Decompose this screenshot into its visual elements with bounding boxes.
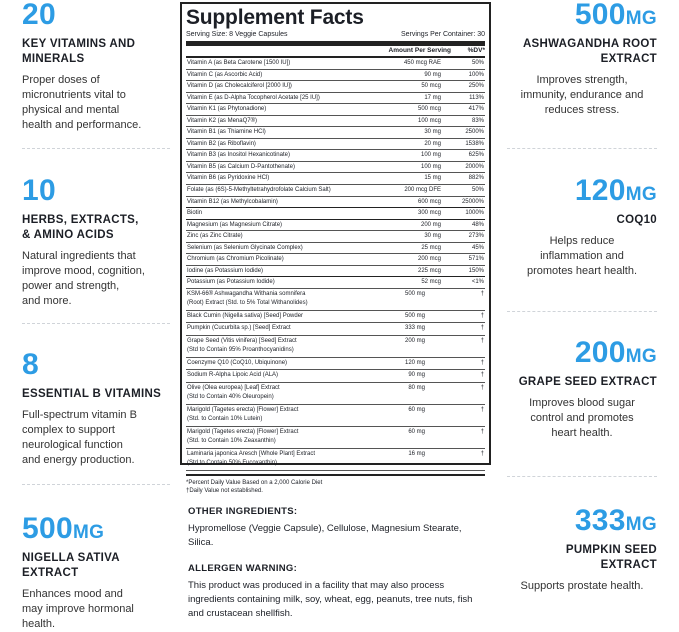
nutrient-dv: 2500% [465, 129, 484, 136]
facts-row [186, 266, 485, 278]
serving-size: Serving Size: 8 Veggie Capsules [186, 31, 288, 38]
nutrient-amount: 100 mg [420, 152, 441, 159]
nutrient-dv: 273% [468, 233, 484, 240]
callout-heading: NIGELLA SATIVA EXTRACT [22, 552, 120, 579]
ingredient-dv: † [480, 372, 484, 379]
ingredient-name: Pumpkin (Cucurbita sp.) [Seed] Extract [187, 325, 291, 332]
callout-pumpkin-seed [507, 506, 657, 594]
callout-number: 10 [22, 174, 56, 207]
facts-row [186, 243, 485, 255]
facts-row [186, 70, 485, 82]
nutrient-amount: 225 mcg [417, 267, 441, 274]
ingredient-dv: † [480, 290, 484, 297]
nutrient-name: Chromium (as Chromium Picolinate) [187, 256, 284, 263]
callout-heading: ASHWAGANDHA ROOT EXTRACT [522, 38, 657, 65]
nutrient-name: Vitamin B6 (as Pyridoxine HCl) [187, 175, 270, 182]
callout-key-vitamins [22, 0, 170, 133]
nutrient-dv: 50% [471, 187, 484, 194]
nutrient-name: Vitamin C (as Ascorbic Acid) [187, 71, 263, 78]
nutrient-dv: 45% [471, 244, 484, 251]
nutrient-dv: 417% [468, 106, 484, 113]
other-ingredients-label: OTHER INGREDIENTS: [188, 506, 298, 517]
nutrient-amount: 52 mcg [421, 279, 441, 286]
nutrient-dv: 150% [468, 267, 484, 274]
nutrient-dv: 882% [468, 175, 484, 182]
facts-row [186, 311, 485, 324]
facts-row [186, 208, 485, 220]
callout-number: 8 [22, 348, 39, 381]
callout-number: 500MG [22, 512, 105, 545]
facts-row [186, 427, 485, 449]
nutrient-amount: 20 mg [424, 140, 441, 147]
nutrient-name: Biotin [187, 210, 203, 217]
other-ingredients-text: Hypromellose (Veggie Capsule), Cellulose, Magnesium Stearate, Silica. [188, 523, 462, 548]
nutrient-amount: 90 mg [424, 71, 441, 78]
facts-row [186, 104, 485, 116]
ingredient-amount: 80 mg [408, 384, 425, 391]
nutrient-amount: 200 mcg [417, 256, 441, 263]
ingredient-dv: † [480, 337, 484, 344]
supplement-facts-panel [180, 2, 491, 494]
nutrient-dv: 2000% [465, 163, 484, 170]
nutrient-dv: 250% [468, 83, 484, 90]
nutrient-name: Vitamin B5 (as Calcium D-Pantothenate) [187, 163, 295, 170]
ingredient-name: Coenzyme Q10 (CoQ10, Ubiquinone) [187, 359, 288, 366]
allergen-warning-label: ALLERGEN WARNING: [188, 563, 298, 574]
nutrient-dv: 113% [469, 94, 484, 101]
callout-heading: HERBS, EXTRACTS, & AMINO ACIDS [22, 214, 139, 241]
nutrient-name: Vitamin D (as Cholecalciferol [2000 IU]) [187, 83, 292, 90]
facts-row [186, 185, 485, 197]
facts-title: Supplement Facts [186, 6, 364, 29]
nutrient-name: Vitamin A (as Beta Carotene [1500 IU]) [187, 60, 291, 66]
nutrient-dv: <1% [471, 279, 484, 286]
nutrient-name: Potassium (as Potassium Iodide) [187, 279, 275, 286]
callout-b-vitamins [22, 350, 170, 468]
nutrient-name: Vitamin E (as D-Alpha Tocopherol Acetate [25 IU]) [187, 94, 320, 101]
ingredient-dv: † [480, 384, 484, 391]
amount-header: Amount Per Serving [388, 47, 451, 54]
nutrient-amount: 600 mcg [417, 198, 441, 205]
ingredient-name: Olive (Olea europea) [Leaf] Extract (Std to Contain 40% Oleuropein) [187, 384, 280, 401]
vitamin-mineral-rows [186, 58, 485, 289]
ingredient-dv: † [480, 359, 484, 366]
facts-row [186, 127, 485, 139]
callout-description: Helps reduce inflammation and promotes heart health. [526, 235, 638, 277]
facts-row [186, 93, 485, 105]
nutrient-name: Vitamin K1 (as Phytonadione) [187, 106, 267, 113]
nutrient-name: Zinc (as Zinc Citrate) [187, 233, 243, 240]
facts-row [186, 370, 485, 383]
ingredient-dv: † [480, 406, 484, 413]
nutrient-dv: 50% [471, 60, 484, 66]
nutrient-amount: 200 mg [420, 221, 441, 228]
facts-row [186, 449, 485, 471]
facts-row [186, 197, 485, 209]
divider [507, 476, 657, 477]
nutrient-dv: 571% [468, 256, 484, 263]
facts-row [186, 81, 485, 93]
divider [507, 311, 657, 312]
callout-description: Improves blood sugar control and promotes heart health. [529, 397, 635, 439]
facts-row [186, 254, 485, 266]
nutrient-name: Vitamin B3 (as Inositol Hexanicotinate) [187, 152, 290, 159]
ingredient-amount: 16 mg [408, 450, 425, 457]
nutrient-amount: 25 mcg [421, 244, 441, 251]
ingredient-amount: 120 mg [404, 359, 425, 366]
facts-row [186, 358, 485, 371]
nutrient-dv: 625% [468, 152, 484, 159]
facts-row [186, 231, 485, 243]
ingredient-amount: 60 mg [408, 406, 425, 413]
callout-heading: GRAPE SEED EXTRACT [518, 376, 657, 388]
nutrient-amount: 300 mcg [417, 210, 441, 217]
nutrient-dv: 25000% [461, 198, 484, 205]
nutrient-name: Vitamin B12 (as Methylcobalamin) [187, 198, 278, 205]
callout-heading: KEY VITAMINS AND MINERALS [22, 38, 136, 65]
callout-description: Enhances mood and may improve hormonal health. [22, 588, 134, 630]
callout-coq10 [507, 176, 657, 279]
nutrient-dv: 100% [468, 71, 484, 78]
divider [22, 148, 170, 149]
nutrient-dv: 83% [471, 117, 484, 124]
callout-description: Natural ingredients that improve mood, cognition, power and strength, and more. [22, 250, 145, 307]
ingredient-dv: † [480, 428, 484, 435]
nutrient-amount: 100 mg [420, 163, 441, 170]
callout-ashwagandha [507, 0, 657, 118]
nutrient-name: Vitamin B1 (as Thiamine HCl) [187, 129, 266, 136]
ingredient-amount: 500 mg [404, 312, 425, 319]
facts-row [186, 289, 485, 311]
callout-heading: PUMPKIN SEED EXTRACT [565, 544, 657, 571]
callout-herbs-extracts [22, 176, 170, 309]
nutrient-amount: 500 mcg [417, 106, 441, 113]
callout-number: 333MG [574, 504, 657, 537]
nutrient-name: Vitamin K2 (as MenaQ7®) [187, 117, 258, 124]
nutrient-amount: 30 mg [424, 129, 441, 136]
ingredient-amount: 60 mg [408, 428, 425, 435]
callout-heading: COQ10 [616, 214, 657, 226]
facts-row [186, 162, 485, 174]
ingredients-section [188, 505, 488, 621]
callout-description: Supports prostate health. [520, 580, 644, 592]
facts-row [186, 323, 485, 336]
ingredient-name: Marigold (Tagetes erecta) [Flower] Extract (Std. to Contain 10% Lutein) [187, 406, 299, 423]
facts-column-header [186, 46, 485, 58]
ingredient-name: Marigold (Tagetes erecta) [Flower] Extract (Std. to Contain 10% Zeaxanthin) [187, 428, 299, 445]
facts-row [186, 116, 485, 128]
ingredient-amount: 90 mg [408, 372, 425, 379]
ingredient-amount: 200 mg [404, 337, 425, 344]
serving-info [186, 30, 485, 46]
nutrient-dv: 1538% [465, 140, 484, 147]
callout-grape-seed [507, 338, 657, 441]
nutrient-name: Iodine (as Potassium Iodide) [187, 267, 264, 274]
dv-header: %DV* [467, 47, 485, 54]
nutrient-amount: 200 mcg DFE [404, 187, 441, 194]
nutrient-amount: 100 mcg [417, 117, 441, 124]
callout-description: Full-spectrum vitamin B complex to support neurological function and energy production. [22, 409, 137, 466]
ingredient-name: KSM-66® Ashwagandha Withania somnifera (Root) Extract (Std. to 5% Total Withanolides) [187, 290, 308, 307]
ingredient-dv: † [480, 450, 484, 457]
divider [507, 148, 657, 149]
facts-row [186, 405, 485, 427]
facts-row [186, 336, 485, 358]
nutrient-amount: 17 mg [424, 94, 441, 101]
callout-description: Proper doses of micronutrients vital to physical and mental health and performance. [22, 74, 142, 131]
facts-row [186, 150, 485, 162]
ingredient-amount: 500 mg [404, 290, 425, 297]
ingredient-name: Black Cumin (Nigella sativa) [Seed] Powder [187, 312, 304, 319]
callout-nigella-sativa [22, 514, 170, 632]
servings-per-container: Servings Per Container: 30 [400, 31, 485, 38]
nutrient-name: Vitamin B2 (as Riboflavin) [187, 140, 256, 147]
callout-description: Improves strength, immunity, endurance and reduces stress. [520, 74, 644, 116]
herb-extract-rows [186, 289, 485, 471]
divider [22, 484, 170, 485]
nutrient-amount: 30 mg [424, 233, 441, 240]
facts-row [186, 139, 485, 151]
nutrient-name: Magnesium (as Magnesium Citrate) [187, 221, 283, 228]
nutrient-name: Folate (as (6S)-5-Methyltetrahydrofolate Calcium Salt) [187, 187, 331, 194]
ingredient-amount: 333 mg [404, 325, 425, 332]
ingredient-name: Laminaria japonica Aresch [Whole Plant] Extract (Std to Contain 50% Fucoxanthin) [187, 450, 316, 467]
ingredient-dv: † [480, 312, 484, 319]
callout-number: 20 [22, 0, 56, 31]
nutrient-name: Selenium (as Selenium Glycinate Complex) [187, 244, 303, 251]
ingredient-name: Grape Seed (Vitis vinifera) [Seed] Extract (Std to Contain 95% Proanthocyanidins) [187, 337, 297, 354]
facts-row [186, 277, 485, 289]
facts-row [186, 383, 485, 405]
nutrient-dv: 1000% [465, 210, 484, 217]
callout-heading: ESSENTIAL B VITAMINS [22, 388, 162, 400]
allergen-warning-text: This product was produced in a facility that may also process ingredients containing milk, soy, wheat, egg, peanuts, tree nuts, fish and crustacean shellfish. [188, 580, 473, 619]
facts-footnote: *Percent Daily Value Based on a 2,000 Calorie Diet †Daily Value not established. [186, 474, 485, 495]
facts-row [186, 173, 485, 185]
callout-number: 200MG [574, 336, 657, 369]
nutrient-amount: 15 mg [424, 175, 441, 182]
callout-number: 500MG [574, 0, 657, 31]
nutrient-dv: 48% [471, 221, 484, 228]
ingredient-dv: † [480, 325, 484, 332]
facts-row [186, 58, 485, 70]
nutrient-amount: 50 mcg [421, 83, 441, 90]
facts-row [186, 220, 485, 232]
callout-number: 120MG [574, 174, 657, 207]
nutrient-amount: 450 mcg RAE [403, 60, 441, 66]
divider [22, 323, 170, 324]
ingredient-name: Sodium R-Alpha Lipoic Acid (ALA) [187, 372, 279, 379]
